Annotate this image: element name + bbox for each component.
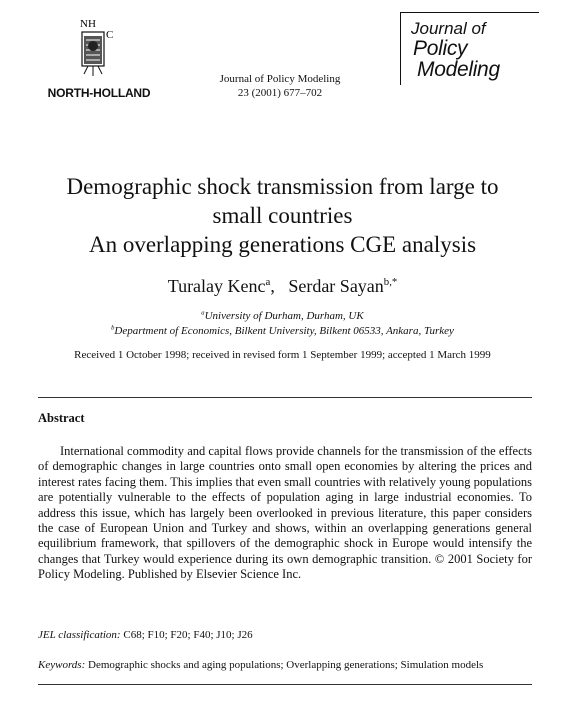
publisher-emblem-icon [76,16,120,80]
affiliation [20,309,545,324]
abstract-body: International commodity and capital flows provide channels for the transmission of the effects of demographic changes in large countries onto small open economies by altering the prices and interest rates facing them. This implies that even small countries with relatively young populations are potentially vulnerable to the effects of population aging in large industrial economies. To address this issue, which has largely been overlooked in previous literature, this paper considers the case of European Union and Turkey and shows, within an overlapping generations general equilibrium framework, that spillovers of the demographic shock in Europe would intensify the changes that Turkey would experience during its own demographic transition. © 2001 Society for Policy Modeling. Published by Elsevier Science Inc. [38,444,532,582]
brand-line-3: Modeling [417,58,500,81]
divider [38,397,532,398]
keywords-label: Keywords: [38,659,86,671]
journal-name: Journal of Policy Modeling [219,73,341,85]
article-history: Received 1 October 1998; received in revised form 1 September 1999; accepted 1 March 1999 [74,349,491,361]
keywords [38,659,538,671]
jel-classification [38,629,532,641]
affiliation-text: University of Durham, Durham, UK [204,310,364,322]
logo-letter-c: C [106,29,114,41]
author-marker: b,* [383,276,398,288]
affiliation [20,324,545,339]
author-marker: a [265,276,271,288]
publisher-name: NORTH-HOLLAND [47,86,151,100]
author-name: Serdar Sayan [288,276,384,296]
publisher-logo [38,16,160,106]
journal-citation [190,72,370,100]
article-title [20,172,545,259]
affiliation-text: Department of Economics, Bilkent University, Bilkent 06533, Ankara, Turkey [114,325,454,337]
jel-codes: C68; F10; F20; F40; J10; J26 [123,629,253,641]
volume-pages: 23 (2001) 677–702 [237,87,323,99]
affiliation-marker: a [201,309,205,317]
divider [38,684,532,685]
jel-label: JEL classification: [38,629,121,641]
title-line: Demographic shock transmission from large to [66,174,499,199]
author-list: Turalay Kenc$^a$, Serdar Sayan$^{b,*}$ [167,276,398,296]
author-name: Turalay Kenc [167,276,266,296]
keywords-list: Demographic shocks and aging populations; Overlapping generations; Simulation models [88,659,484,671]
title-line: small countries [212,203,353,228]
title-line: An overlapping generations CGE analysis [88,232,477,257]
logo-letters-nh: NH [80,18,96,30]
brand-line-2: Policy [413,37,468,60]
affiliation-marker: b [111,324,115,332]
brand-line-1: Journal of [411,19,486,38]
journal-brand-mark [400,12,539,85]
affiliations [20,309,545,339]
abstract-heading: Abstract [38,411,85,425]
